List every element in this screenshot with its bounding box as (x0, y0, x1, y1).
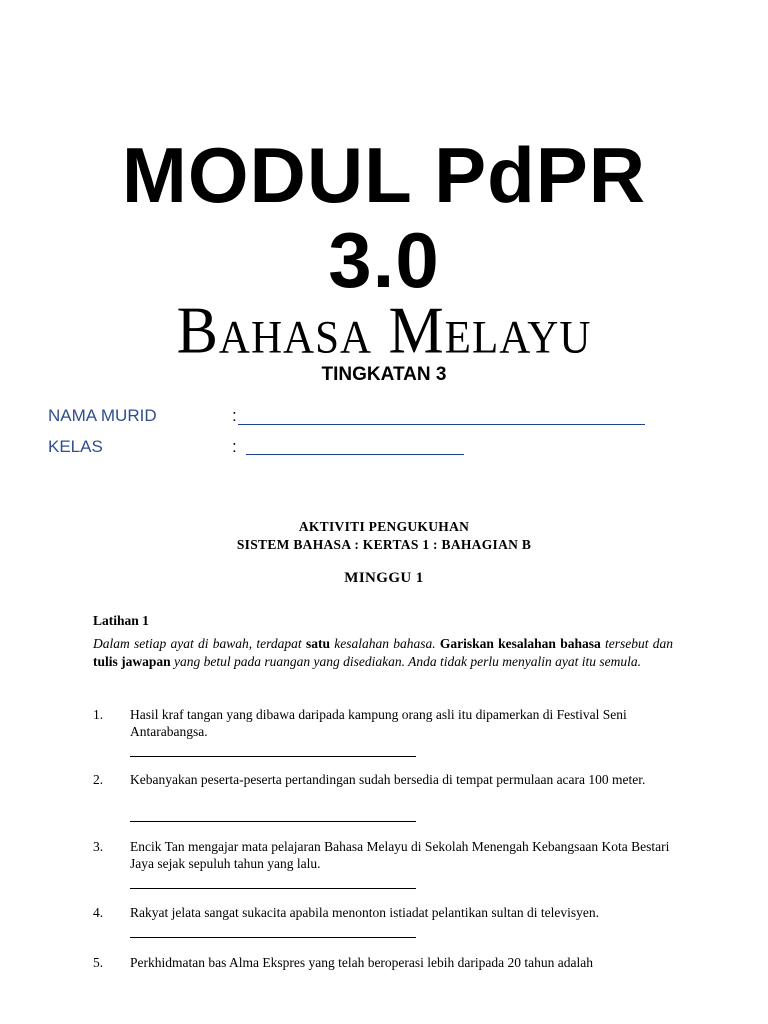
answer-line[interactable] (130, 937, 416, 938)
grade-label: TINGKATAN 3 (321, 364, 447, 385)
module-title: MODUL PdPR (121, 131, 647, 219)
question-number: 1. (93, 707, 104, 722)
question-number: 2. (93, 772, 104, 787)
question-number: 3. (93, 839, 104, 854)
subject-title: Bahasa Melayu (176, 294, 592, 368)
answer-line[interactable] (130, 756, 416, 757)
student-name-colon: : (232, 406, 237, 425)
question-text: Hasil kraf tangan yang dibawa daripada kampung orang asli itu dipamerkan di Festival Seni Antarabangsa. (130, 707, 627, 739)
student-name-label: NAMA MURID (48, 406, 157, 425)
activity-subheading: SISTEM BAHASA : KERTAS 1 : BAHAGIAN B (236, 537, 532, 552)
question-number: 5. (93, 955, 104, 970)
student-name-field[interactable] (238, 424, 645, 425)
answer-line[interactable] (130, 888, 416, 889)
question-text: Rakyat jelata sangat sukacita apabila menonton istiadat pelantikan sultan di televisyen. (130, 905, 599, 920)
question-text: Encik Tan mengajar mata pelajaran Bahasa Melayu di Sekolah Menengah Kebangsaan Kota Bestari Jaya sejak sepuluh tahun yang lalu. (130, 839, 670, 871)
class-field[interactable] (246, 454, 464, 455)
week-label: MINGGU 1 (344, 570, 424, 586)
module-version: 3.0 (328, 216, 440, 304)
exercise-instructions: Dalam setiap ayat di bawah, terdapat satu kesalahan bahasa. Gariskan kesalahan bahasa tersebut dan tulis jawapan yang betul pada ruangan yang disediakan. Anda tidak perlu menyalin ayat itu semula. (93, 636, 674, 669)
question-text: Kebanyakan peserta-peserta pertandingan sudah bersedia di tempat permulaan acara 100 meter. (130, 772, 646, 787)
class-label: KELAS (48, 437, 103, 456)
exercise-title: Latihan 1 (93, 613, 149, 628)
question-number: 4. (93, 905, 104, 920)
activity-heading: AKTIVITI PENGUKUHAN (298, 519, 470, 534)
answer-line[interactable] (130, 821, 416, 822)
question-text: Perkhidmatan bas Alma Ekspres yang telah beroperasi lebih daripada 20 tahun adalah (130, 955, 593, 970)
class-colon: : (232, 437, 237, 456)
